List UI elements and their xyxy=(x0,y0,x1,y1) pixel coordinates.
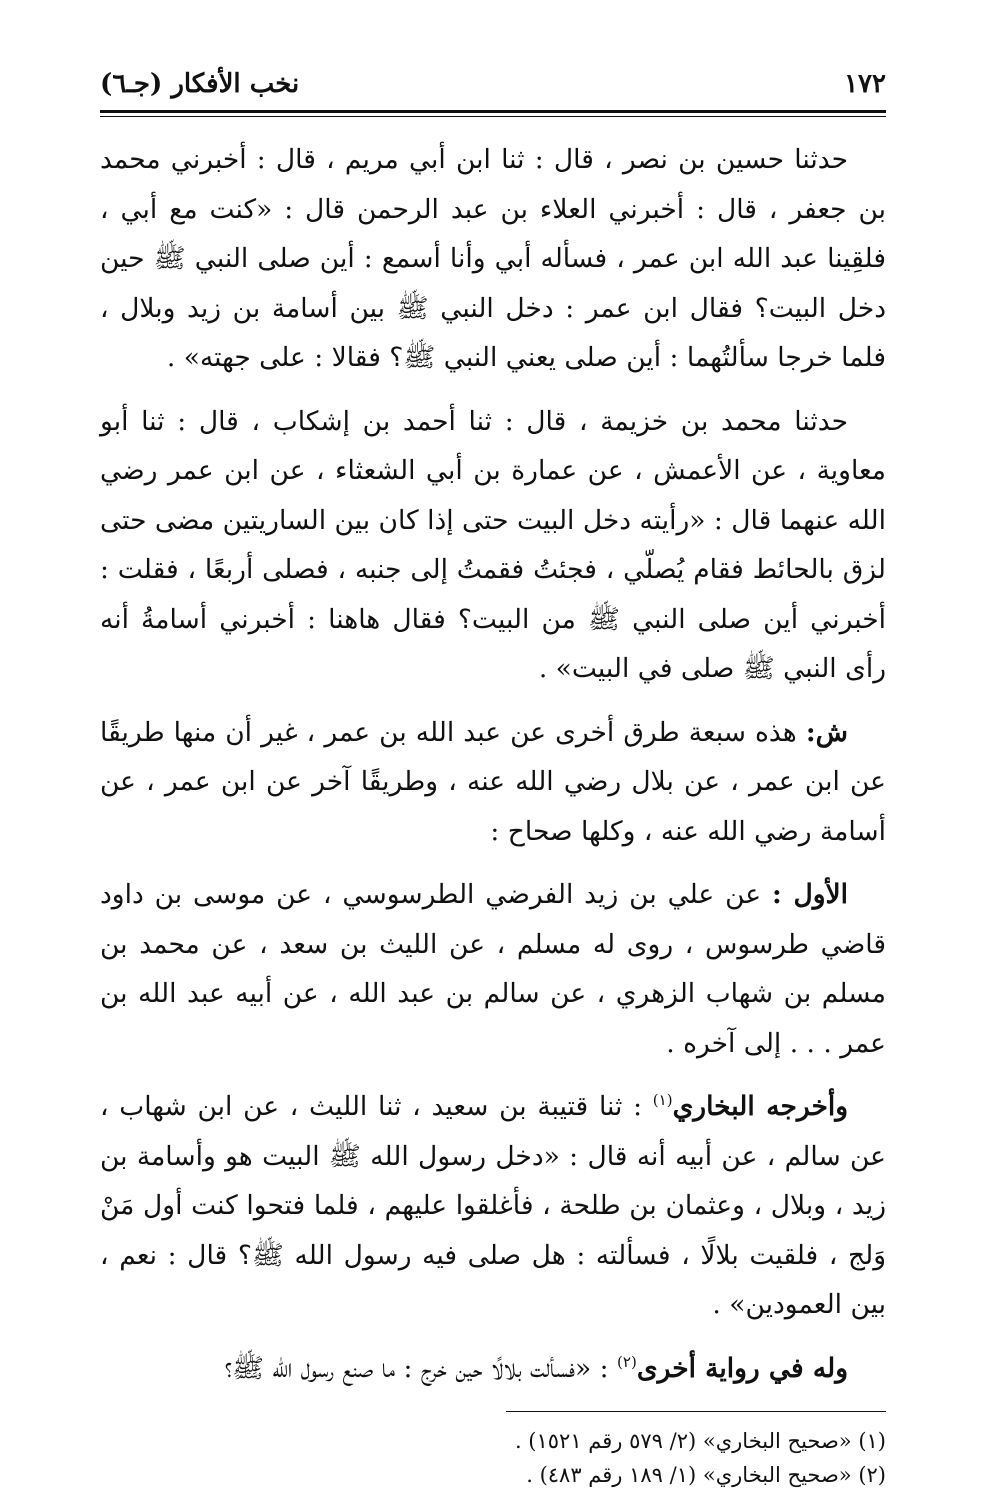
paragraph xyxy=(100,708,886,857)
paragraph-text: : «فسألت بلالًا حين خرج : ما صنع رسول الله ﷺ؟ xyxy=(224,1352,609,1384)
paragraph-text: حدثنا محمد بن خزيمة ، قال : ثنا أحمد بن إشكاب ، قال : ثنا أبو معاوية ، عن الأعمش ، عن عمارة بن أبي الشعثاء ، عن ابن عمر رضي الله عنهما قال : «رأيته دخل البيت حتى إذا كان بين الساريتين مضى حتى لزق بالحائط فقام يُصلّي ، فجئتُ فقمتُ إلى جنبه ، فصلى أربعًا ، فقلت : أخبرني أين صلى النبي ﷺ من البيت؟ فقال هاهنا : أخبرني أسامةُ أنه رأى النبي ﷺ صلى في البيت» . xyxy=(100,405,886,684)
paragraph xyxy=(100,397,886,694)
paragraph-text: عن علي بن زيد الفرضي الطرسوسي ، عن موسى بن داود قاضي طرسوس ، روى له مسلم ، عن الليث بن سعد ، عن محمد بن مسلم بن شهاب الزهري ، عن سالم بن عبد الله ، عن أبيه عبد الله بن عمر . . . إلى آخره . xyxy=(100,879,886,1059)
footnote: (١) «صحيح البخاري» (٢/ ٥٧٩ رقم ١٥٢١) . xyxy=(514,1429,886,1453)
page-number: ١٧٢ xyxy=(844,69,886,99)
footnote: (٢) «صحيح البخاري» (١/ ١٨٩ رقم ٤٨٣) . xyxy=(526,1463,886,1487)
paragraph-text: حدثنا حسين بن نصر ، قال : ثنا ابن أبي مريم ، قال : أخبرني محمد بن جعفر ، قال : أخبرني العلاء بن عبد الرحمن قال : «كنت مع أبي ، فلقِينا عبد الله ابن عمر ، فسأله أبي وأنا أسمع : أين صلى النبي ﷺ حين دخل البيت؟ فقال ابن عمر : دخل النبي ﷺ بين أسامة بن زيد وبلال ، فلما خرجا سألتُهما : أين صلى يعني النبي ﷺ؟ فقالا : على جهته» . xyxy=(100,144,886,373)
page-body xyxy=(100,135,886,1393)
page-header xyxy=(100,60,886,108)
paragraph-lead: وأخرجه البخاري xyxy=(672,1091,848,1122)
book-page xyxy=(100,60,886,1492)
footnote-ref: (٢) xyxy=(617,1352,637,1371)
book-title: نخب الأفكار (جـ٦) xyxy=(100,69,300,99)
footnote-rule xyxy=(506,1411,886,1412)
paragraph xyxy=(100,135,886,383)
header-rule-thin xyxy=(100,116,886,117)
paragraph xyxy=(100,1082,886,1330)
paragraph-lead: ش: xyxy=(805,716,848,748)
header-rule xyxy=(100,110,886,113)
paragraph xyxy=(100,870,886,1068)
paragraph-lead: وله في رواية أخرى xyxy=(636,1352,848,1384)
paragraph xyxy=(100,1344,886,1394)
footnote-ref: (١) xyxy=(652,1091,673,1110)
paragraph-text: : ثنا قتيبة بن سعيد ، ثنا الليث ، عن ابن شهاب ، عن سالم ، عن أبيه أنه قال : «دخل رسول الله ﷺ البيت هو وأسامة بن زيد ، وبلال ، وعثمان بن طلحة ، فأغلقوا عليهم ، فلما فتحوا كنت أول مَنْ وَلج ، فلقيت بلالًا ، فسألته : هل صلى فيه رسول الله ﷺ؟ قال : نعم ، بين العمودين» . xyxy=(100,1091,886,1320)
paragraph-lead: الأول : xyxy=(772,879,848,910)
paragraph-text: هذه سبعة طرق أخرى عن عبد الله بن عمر ، غير أن منها طريقًا عن ابن عمر ، عن بلال رضي الله عنه ، وطريقًا آخر عن ابن عمر ، عن أسامة رضي الله عنه ، وكلها صحاح : xyxy=(100,716,886,847)
footnotes xyxy=(100,1424,886,1492)
